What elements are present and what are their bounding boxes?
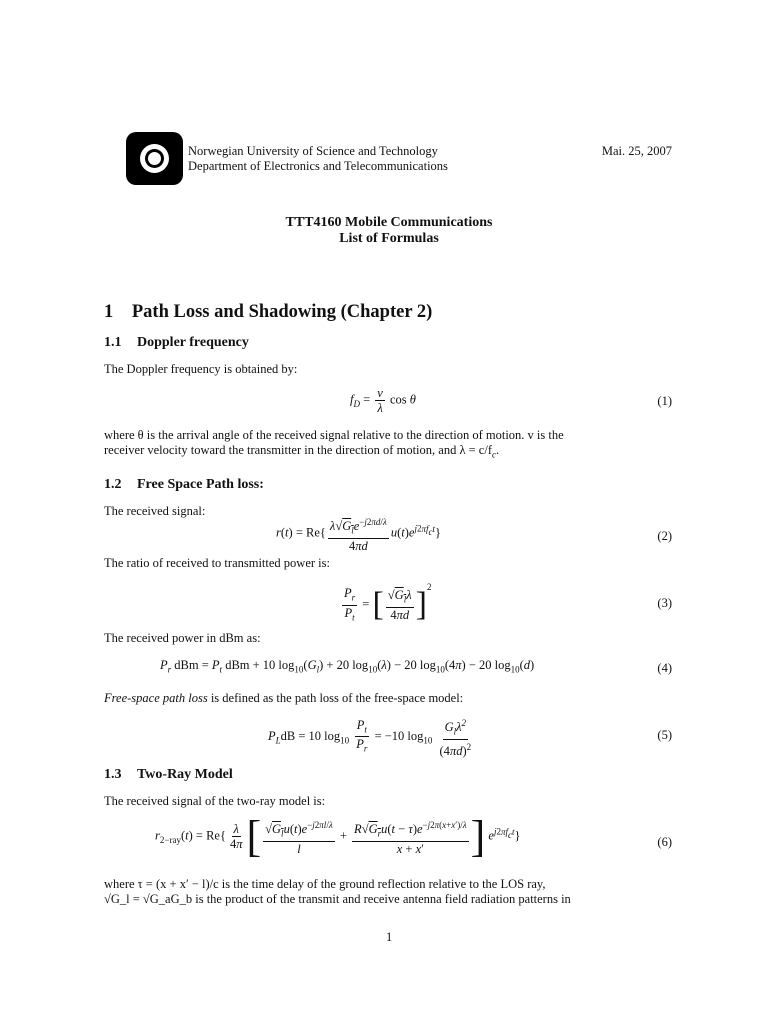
document-title [0, 215, 768, 247]
equation-2-number: (2) [657, 529, 672, 543]
equation-2: r(t) = Re{ $\frac{\lambda√G_le^{-j2\pi d/\lambda}}{4\pi d}$ $u(t)e^{j2\pi f_ct}$} [276, 517, 442, 553]
equation-5: $P_LdB = 10$ $\log_{10}$ $\frac{P_t}{P_r}$ = −10 $\log_{10}$ $\frac{G_l\lambda^2}{(4\pi d)^2}$ [268, 717, 472, 758]
two-ray-desc-line-1: where τ = (x + x′ − l)/c is the time delay of the ground reflection relative to the LOS ray, [104, 877, 546, 891]
doppler-intro: The Doppler frequency is obtained by: [104, 362, 298, 376]
page-number: 1 [386, 930, 393, 944]
fspl-intro: Free-space path loss is defined as the path loss of the free-space model: [104, 691, 464, 705]
dbm-intro: The received power in dBm as: [104, 631, 261, 645]
two-ray-desc-line-2: √G_l = √G_aG_b is the product of the transmit and receive antenna field radiation patterns in [104, 892, 571, 906]
doppler-desc-line-1: where θ is the arrival angle of the received signal relative to the direction of motion. v is the [104, 428, 564, 442]
section-title: Path Loss and Shadowing (Chapter 2) [131, 302, 433, 322]
equation-1: $f_D$ = $\frac{v}{\lambda}$ cos θ [350, 386, 416, 415]
university-name: Norwegian University of Science and Technology [188, 144, 438, 158]
equation-4-number: (4) [657, 661, 672, 675]
title-line-2: List of Formulas [339, 231, 439, 246]
section-number: 1 [104, 302, 114, 322]
equation-1-number: (1) [657, 394, 672, 408]
department-name: Department of Electronics and Telecommunications [188, 159, 448, 173]
two-ray-intro: The received signal of the two-ray model is: [104, 794, 326, 808]
title-line-1: TTT4160 Mobile Communications [285, 215, 493, 230]
subsection-1-2-heading: 1.2 Free Space Path loss: [104, 477, 264, 492]
received-signal-intro: The received signal: [104, 504, 206, 518]
subsection-1-3-heading: 1.3 Two-Ray Model [104, 767, 233, 782]
power-ratio-intro: The ratio of received to transmitted power is: [104, 556, 330, 570]
subsection-1-1-heading: 1.1 Doppler frequency [104, 335, 249, 350]
section-1-heading [104, 302, 432, 323]
equation-3: $\frac{P_r}{P_t}$ = [ $\frac{√G_l\lambda}{4\pi d}$ ]$^2$ [344, 582, 432, 624]
equation-6: $r_{2-ray}(t) = Re${ $\frac{\lambda}{4\pi}$ [ $\frac{√G_lu(t)e^{-j2\pi l/\lambda}}{l}$ + $\frac{R√G_ru(t - \tau)e^{-j2\pi(x+x')/\lambda}}{x + x'}$ ] $e^{j2\pi f_ct}$} [155, 811, 521, 861]
equation-5-number: (5) [657, 728, 672, 742]
university-logo [126, 132, 183, 185]
equation-6-number: (6) [657, 835, 672, 849]
equation-4: $P_r$ dBm = $P_t$ dBm + 10 $\log_{10}(G_l) + 20$ $\log_{10}(\lambda) - 20$ $\log_{10}(4\pi) - 20$ $\log_{10}(d)$ [160, 658, 535, 675]
equation-3-number: (3) [657, 596, 672, 610]
doppler-desc-line-2: receiver velocity toward the transmitter in the direction of motion, and $\lambda = c/f_c$. [104, 443, 500, 460]
document-date: Mai. 25, 2007 [601, 144, 672, 158]
